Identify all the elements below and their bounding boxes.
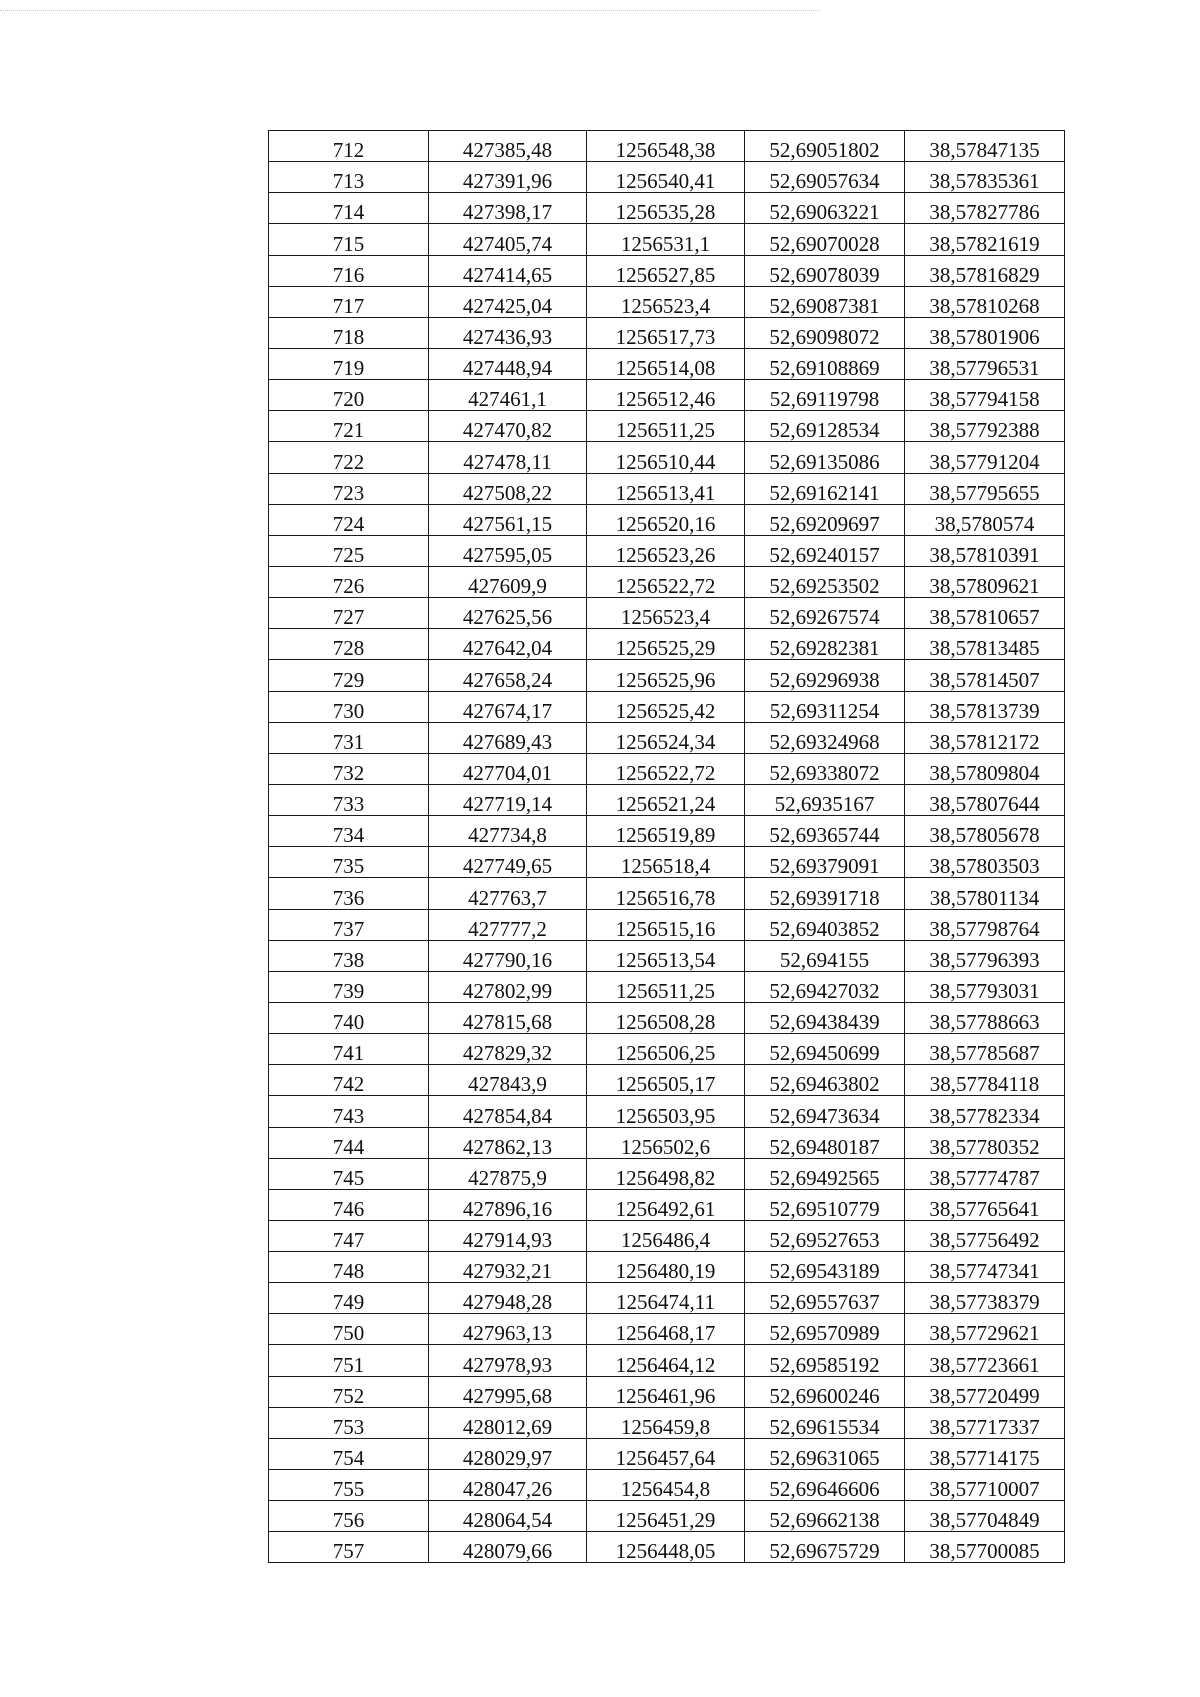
- y-coordinate-cell: 1256486,4: [587, 1220, 745, 1251]
- latitude-cell: 52,69078039: [745, 255, 905, 286]
- x-coordinate-cell: 427658,24: [429, 660, 587, 691]
- longitude-cell: 38,57784118: [905, 1065, 1065, 1096]
- point-number-cell: 731: [269, 722, 429, 753]
- y-coordinate-cell: 1256505,17: [587, 1065, 745, 1096]
- y-coordinate-cell: 1256524,34: [587, 722, 745, 753]
- point-number-cell: 726: [269, 566, 429, 597]
- point-number-cell: 745: [269, 1158, 429, 1189]
- x-coordinate-cell: 427963,13: [429, 1314, 587, 1345]
- y-coordinate-cell: 1256474,11: [587, 1283, 745, 1314]
- latitude-cell: 52,69480187: [745, 1127, 905, 1158]
- longitude-cell: 38,57835361: [905, 162, 1065, 193]
- table-row: [269, 504, 1065, 535]
- x-coordinate-cell: 427674,17: [429, 691, 587, 722]
- latitude-cell: 52,69403852: [745, 909, 905, 940]
- x-coordinate-cell: 427995,68: [429, 1376, 587, 1407]
- table-row: [269, 1127, 1065, 1158]
- longitude-cell: 38,57813485: [905, 629, 1065, 660]
- longitude-cell: 38,57765641: [905, 1189, 1065, 1220]
- longitude-cell: 38,57738379: [905, 1283, 1065, 1314]
- latitude-cell: 52,69438439: [745, 1002, 905, 1033]
- y-coordinate-cell: 1256522,72: [587, 566, 745, 597]
- x-coordinate-cell: 427896,16: [429, 1189, 587, 1220]
- x-coordinate-cell: 427704,01: [429, 753, 587, 784]
- longitude-cell: 38,57827786: [905, 193, 1065, 224]
- table-row: [269, 940, 1065, 971]
- latitude-cell: 52,694155: [745, 940, 905, 971]
- y-coordinate-cell: 1256448,05: [587, 1532, 745, 1563]
- point-number-cell: 755: [269, 1470, 429, 1501]
- y-coordinate-cell: 1256508,28: [587, 1002, 745, 1033]
- table-row: [269, 1252, 1065, 1283]
- point-number-cell: 747: [269, 1220, 429, 1251]
- x-coordinate-cell: 427862,13: [429, 1127, 587, 1158]
- latitude-cell: 52,69098072: [745, 317, 905, 348]
- longitude-cell: 38,57723661: [905, 1345, 1065, 1376]
- x-coordinate-cell: 427461,1: [429, 380, 587, 411]
- x-coordinate-cell: 428079,66: [429, 1532, 587, 1563]
- point-number-cell: 746: [269, 1189, 429, 1220]
- table-row: [269, 1407, 1065, 1438]
- longitude-cell: 38,57714175: [905, 1438, 1065, 1469]
- point-number-cell: 727: [269, 598, 429, 629]
- y-coordinate-cell: 1256511,25: [587, 411, 745, 442]
- table-row: [269, 1314, 1065, 1345]
- table-row: [269, 411, 1065, 442]
- point-number-cell: 742: [269, 1065, 429, 1096]
- latitude-cell: 52,69675729: [745, 1532, 905, 1563]
- longitude-cell: 38,57782334: [905, 1096, 1065, 1127]
- longitude-cell: 38,57809621: [905, 566, 1065, 597]
- latitude-cell: 52,69570989: [745, 1314, 905, 1345]
- latitude-cell: 52,69450699: [745, 1034, 905, 1065]
- table-row: [269, 162, 1065, 193]
- coordinates-table-container: [268, 130, 1064, 1563]
- table-row: [269, 1376, 1065, 1407]
- y-coordinate-cell: 1256531,1: [587, 224, 745, 255]
- x-coordinate-cell: 427478,11: [429, 442, 587, 473]
- point-number-cell: 732: [269, 753, 429, 784]
- latitude-cell: 52,69162141: [745, 473, 905, 504]
- x-coordinate-cell: 427719,14: [429, 784, 587, 815]
- point-number-cell: 735: [269, 847, 429, 878]
- table-row: [269, 535, 1065, 566]
- x-coordinate-cell: 427914,93: [429, 1220, 587, 1251]
- point-number-cell: 718: [269, 317, 429, 348]
- latitude-cell: 52,69070028: [745, 224, 905, 255]
- latitude-cell: 52,69128534: [745, 411, 905, 442]
- x-coordinate-cell: 427405,74: [429, 224, 587, 255]
- table-row: [269, 1220, 1065, 1251]
- point-number-cell: 724: [269, 504, 429, 535]
- y-coordinate-cell: 1256515,16: [587, 909, 745, 940]
- latitude-cell: 52,69615534: [745, 1407, 905, 1438]
- point-number-cell: 728: [269, 629, 429, 660]
- latitude-cell: 52,69338072: [745, 753, 905, 784]
- longitude-cell: 38,57780352: [905, 1127, 1065, 1158]
- table-row: [269, 224, 1065, 255]
- latitude-cell: 52,69063221: [745, 193, 905, 224]
- table-row: [269, 442, 1065, 473]
- table-row: [269, 753, 1065, 784]
- table-row: [269, 1345, 1065, 1376]
- point-number-cell: 740: [269, 1002, 429, 1033]
- latitude-cell: 52,69646606: [745, 1470, 905, 1501]
- longitude-cell: 38,57793031: [905, 971, 1065, 1002]
- x-coordinate-cell: 427436,93: [429, 317, 587, 348]
- point-number-cell: 733: [269, 784, 429, 815]
- longitude-cell: 38,57700085: [905, 1532, 1065, 1563]
- x-coordinate-cell: 427749,65: [429, 847, 587, 878]
- longitude-cell: 38,57810268: [905, 286, 1065, 317]
- point-number-cell: 714: [269, 193, 429, 224]
- point-number-cell: 739: [269, 971, 429, 1002]
- x-coordinate-cell: 428012,69: [429, 1407, 587, 1438]
- latitude-cell: 52,69108869: [745, 348, 905, 379]
- table-row: [269, 1438, 1065, 1469]
- x-coordinate-cell: 427815,68: [429, 1002, 587, 1033]
- point-number-cell: 753: [269, 1407, 429, 1438]
- point-number-cell: 737: [269, 909, 429, 940]
- x-coordinate-cell: 427398,17: [429, 193, 587, 224]
- y-coordinate-cell: 1256523,4: [587, 598, 745, 629]
- table-row: [269, 629, 1065, 660]
- point-number-cell: 744: [269, 1127, 429, 1158]
- y-coordinate-cell: 1256517,73: [587, 317, 745, 348]
- y-coordinate-cell: 1256540,41: [587, 162, 745, 193]
- latitude-cell: 52,69527653: [745, 1220, 905, 1251]
- y-coordinate-cell: 1256498,82: [587, 1158, 745, 1189]
- table-row: [269, 847, 1065, 878]
- table-row: [269, 660, 1065, 691]
- table-row: [269, 566, 1065, 597]
- y-coordinate-cell: 1256521,24: [587, 784, 745, 815]
- point-number-cell: 741: [269, 1034, 429, 1065]
- y-coordinate-cell: 1256464,12: [587, 1345, 745, 1376]
- longitude-cell: 38,57756492: [905, 1220, 1065, 1251]
- point-number-cell: 734: [269, 816, 429, 847]
- x-coordinate-cell: 427854,84: [429, 1096, 587, 1127]
- latitude-cell: 52,6935167: [745, 784, 905, 815]
- table-row: [269, 317, 1065, 348]
- longitude-cell: 38,57796393: [905, 940, 1065, 971]
- y-coordinate-cell: 1256527,85: [587, 255, 745, 286]
- x-coordinate-cell: 427609,9: [429, 566, 587, 597]
- table-row: [269, 784, 1065, 815]
- x-coordinate-cell: 427689,43: [429, 722, 587, 753]
- y-coordinate-cell: 1256480,19: [587, 1252, 745, 1283]
- point-number-cell: 736: [269, 878, 429, 909]
- latitude-cell: 52,69379091: [745, 847, 905, 878]
- table-row: [269, 1470, 1065, 1501]
- longitude-cell: 38,57813739: [905, 691, 1065, 722]
- longitude-cell: 38,57788663: [905, 1002, 1065, 1033]
- longitude-cell: 38,57814507: [905, 660, 1065, 691]
- longitude-cell: 38,57704849: [905, 1501, 1065, 1532]
- point-number-cell: 715: [269, 224, 429, 255]
- point-number-cell: 749: [269, 1283, 429, 1314]
- point-number-cell: 757: [269, 1532, 429, 1563]
- point-number-cell: 738: [269, 940, 429, 971]
- latitude-cell: 52,69057634: [745, 162, 905, 193]
- x-coordinate-cell: 427843,9: [429, 1065, 587, 1096]
- latitude-cell: 52,69557637: [745, 1283, 905, 1314]
- point-number-cell: 752: [269, 1376, 429, 1407]
- y-coordinate-cell: 1256461,96: [587, 1376, 745, 1407]
- y-coordinate-cell: 1256522,72: [587, 753, 745, 784]
- y-coordinate-cell: 1256457,64: [587, 1438, 745, 1469]
- longitude-cell: 38,57717337: [905, 1407, 1065, 1438]
- y-coordinate-cell: 1256519,89: [587, 816, 745, 847]
- table-row: [269, 193, 1065, 224]
- y-coordinate-cell: 1256523,4: [587, 286, 745, 317]
- x-coordinate-cell: 428064,54: [429, 1501, 587, 1532]
- longitude-cell: 38,57816829: [905, 255, 1065, 286]
- longitude-cell: 38,57792388: [905, 411, 1065, 442]
- y-coordinate-cell: 1256523,26: [587, 535, 745, 566]
- table-row: [269, 1002, 1065, 1033]
- table-row: [269, 255, 1065, 286]
- latitude-cell: 52,69510779: [745, 1189, 905, 1220]
- latitude-cell: 52,69311254: [745, 691, 905, 722]
- longitude-cell: 38,5780574: [905, 504, 1065, 535]
- latitude-cell: 52,69543189: [745, 1252, 905, 1283]
- x-coordinate-cell: 427470,82: [429, 411, 587, 442]
- longitude-cell: 38,57795655: [905, 473, 1065, 504]
- table-row: [269, 131, 1065, 162]
- table-row: [269, 380, 1065, 411]
- y-coordinate-cell: 1256525,42: [587, 691, 745, 722]
- y-coordinate-cell: 1256503,95: [587, 1096, 745, 1127]
- y-coordinate-cell: 1256506,25: [587, 1034, 745, 1065]
- x-coordinate-cell: 427414,65: [429, 255, 587, 286]
- x-coordinate-cell: 427948,28: [429, 1283, 587, 1314]
- scan-top-rule: [0, 10, 820, 11]
- coordinates-table-body: [269, 131, 1065, 1563]
- point-number-cell: 717: [269, 286, 429, 317]
- latitude-cell: 52,69492565: [745, 1158, 905, 1189]
- latitude-cell: 52,69600246: [745, 1376, 905, 1407]
- y-coordinate-cell: 1256548,38: [587, 131, 745, 162]
- x-coordinate-cell: 427790,16: [429, 940, 587, 971]
- y-coordinate-cell: 1256454,8: [587, 1470, 745, 1501]
- latitude-cell: 52,69267574: [745, 598, 905, 629]
- table-row: [269, 1158, 1065, 1189]
- table-row: [269, 1034, 1065, 1065]
- x-coordinate-cell: 427978,93: [429, 1345, 587, 1376]
- x-coordinate-cell: 427777,2: [429, 909, 587, 940]
- point-number-cell: 730: [269, 691, 429, 722]
- coordinates-table: [268, 130, 1065, 1563]
- longitude-cell: 38,57801134: [905, 878, 1065, 909]
- longitude-cell: 38,57791204: [905, 442, 1065, 473]
- y-coordinate-cell: 1256525,96: [587, 660, 745, 691]
- point-number-cell: 723: [269, 473, 429, 504]
- table-row: [269, 1096, 1065, 1127]
- longitude-cell: 38,57710007: [905, 1470, 1065, 1501]
- x-coordinate-cell: 427932,21: [429, 1252, 587, 1283]
- point-number-cell: 719: [269, 348, 429, 379]
- table-row: [269, 1501, 1065, 1532]
- x-coordinate-cell: 427763,7: [429, 878, 587, 909]
- y-coordinate-cell: 1256451,29: [587, 1501, 745, 1532]
- y-coordinate-cell: 1256516,78: [587, 878, 745, 909]
- x-coordinate-cell: 427385,48: [429, 131, 587, 162]
- table-row: [269, 971, 1065, 1002]
- y-coordinate-cell: 1256492,61: [587, 1189, 745, 1220]
- longitude-cell: 38,57810657: [905, 598, 1065, 629]
- x-coordinate-cell: 427625,56: [429, 598, 587, 629]
- point-number-cell: 725: [269, 535, 429, 566]
- point-number-cell: 721: [269, 411, 429, 442]
- latitude-cell: 52,69209697: [745, 504, 905, 535]
- latitude-cell: 52,69391718: [745, 878, 905, 909]
- latitude-cell: 52,69324968: [745, 722, 905, 753]
- latitude-cell: 52,69119798: [745, 380, 905, 411]
- longitude-cell: 38,57729621: [905, 1314, 1065, 1345]
- longitude-cell: 38,57807644: [905, 784, 1065, 815]
- y-coordinate-cell: 1256535,28: [587, 193, 745, 224]
- y-coordinate-cell: 1256525,29: [587, 629, 745, 660]
- latitude-cell: 52,69051802: [745, 131, 905, 162]
- y-coordinate-cell: 1256511,25: [587, 971, 745, 1002]
- longitude-cell: 38,57785687: [905, 1034, 1065, 1065]
- latitude-cell: 52,69662138: [745, 1501, 905, 1532]
- y-coordinate-cell: 1256512,46: [587, 380, 745, 411]
- point-number-cell: 754: [269, 1438, 429, 1469]
- table-row: [269, 286, 1065, 317]
- x-coordinate-cell: 427425,04: [429, 286, 587, 317]
- point-number-cell: 720: [269, 380, 429, 411]
- latitude-cell: 52,69296938: [745, 660, 905, 691]
- latitude-cell: 52,69135086: [745, 442, 905, 473]
- latitude-cell: 52,69282381: [745, 629, 905, 660]
- longitude-cell: 38,57794158: [905, 380, 1065, 411]
- latitude-cell: 52,69463802: [745, 1065, 905, 1096]
- longitude-cell: 38,57801906: [905, 317, 1065, 348]
- x-coordinate-cell: 427448,94: [429, 348, 587, 379]
- latitude-cell: 52,69240157: [745, 535, 905, 566]
- longitude-cell: 38,57720499: [905, 1376, 1065, 1407]
- x-coordinate-cell: 427561,15: [429, 504, 587, 535]
- latitude-cell: 52,69427032: [745, 971, 905, 1002]
- table-row: [269, 473, 1065, 504]
- latitude-cell: 52,69473634: [745, 1096, 905, 1127]
- latitude-cell: 52,69087381: [745, 286, 905, 317]
- longitude-cell: 38,57747341: [905, 1252, 1065, 1283]
- x-coordinate-cell: 427508,22: [429, 473, 587, 504]
- x-coordinate-cell: 427829,32: [429, 1034, 587, 1065]
- table-row: [269, 816, 1065, 847]
- y-coordinate-cell: 1256468,17: [587, 1314, 745, 1345]
- longitude-cell: 38,57821619: [905, 224, 1065, 255]
- point-number-cell: 751: [269, 1345, 429, 1376]
- table-row: [269, 909, 1065, 940]
- point-number-cell: 729: [269, 660, 429, 691]
- longitude-cell: 38,57798764: [905, 909, 1065, 940]
- latitude-cell: 52,69365744: [745, 816, 905, 847]
- table-row: [269, 348, 1065, 379]
- x-coordinate-cell: 428029,97: [429, 1438, 587, 1469]
- y-coordinate-cell: 1256520,16: [587, 504, 745, 535]
- y-coordinate-cell: 1256459,8: [587, 1407, 745, 1438]
- y-coordinate-cell: 1256518,4: [587, 847, 745, 878]
- x-coordinate-cell: 427734,8: [429, 816, 587, 847]
- point-number-cell: 756: [269, 1501, 429, 1532]
- point-number-cell: 743: [269, 1096, 429, 1127]
- x-coordinate-cell: 427595,05: [429, 535, 587, 566]
- point-number-cell: 713: [269, 162, 429, 193]
- point-number-cell: 716: [269, 255, 429, 286]
- longitude-cell: 38,57803503: [905, 847, 1065, 878]
- table-row: [269, 1189, 1065, 1220]
- y-coordinate-cell: 1256514,08: [587, 348, 745, 379]
- longitude-cell: 38,57809804: [905, 753, 1065, 784]
- table-row: [269, 691, 1065, 722]
- table-row: [269, 1065, 1065, 1096]
- table-row: [269, 1283, 1065, 1314]
- point-number-cell: 712: [269, 131, 429, 162]
- point-number-cell: 748: [269, 1252, 429, 1283]
- x-coordinate-cell: 427875,9: [429, 1158, 587, 1189]
- x-coordinate-cell: 427642,04: [429, 629, 587, 660]
- table-row: [269, 878, 1065, 909]
- y-coordinate-cell: 1256513,41: [587, 473, 745, 504]
- longitude-cell: 38,57847135: [905, 131, 1065, 162]
- point-number-cell: 750: [269, 1314, 429, 1345]
- y-coordinate-cell: 1256513,54: [587, 940, 745, 971]
- point-number-cell: 722: [269, 442, 429, 473]
- latitude-cell: 52,69585192: [745, 1345, 905, 1376]
- latitude-cell: 52,69631065: [745, 1438, 905, 1469]
- latitude-cell: 52,69253502: [745, 566, 905, 597]
- x-coordinate-cell: 427802,99: [429, 971, 587, 1002]
- table-row: [269, 598, 1065, 629]
- longitude-cell: 38,57796531: [905, 348, 1065, 379]
- x-coordinate-cell: 428047,26: [429, 1470, 587, 1501]
- longitude-cell: 38,57805678: [905, 816, 1065, 847]
- x-coordinate-cell: 427391,96: [429, 162, 587, 193]
- y-coordinate-cell: 1256510,44: [587, 442, 745, 473]
- longitude-cell: 38,57810391: [905, 535, 1065, 566]
- table-row: [269, 1532, 1065, 1563]
- table-row: [269, 722, 1065, 753]
- y-coordinate-cell: 1256502,6: [587, 1127, 745, 1158]
- longitude-cell: 38,57812172: [905, 722, 1065, 753]
- longitude-cell: 38,57774787: [905, 1158, 1065, 1189]
